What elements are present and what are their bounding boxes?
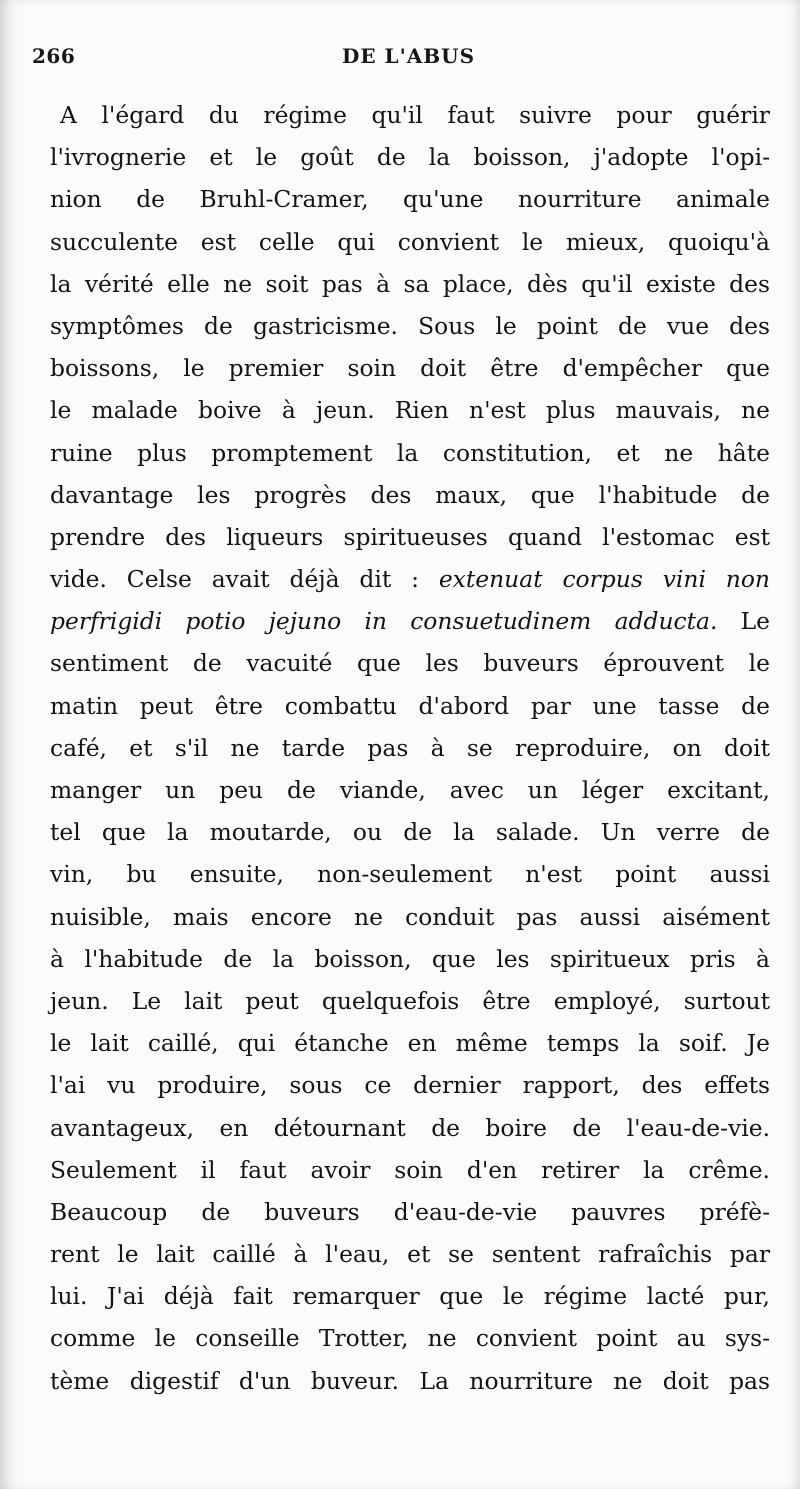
text-line: manger un peu de viande, avec un léger excitant, (50, 776, 770, 804)
text-line: la vérité elle ne soit pas à sa place, dès qu'il existe des (50, 269, 770, 298)
text-line: avantageux, en détournant de boire de l'eau-de-vie. (50, 1113, 770, 1142)
text-line: matin peut être combattu d'abord par une tasse de (50, 691, 770, 720)
text-line: café, et s'il ne tarde pas à se reproduire, on doit (50, 733, 770, 762)
page-number: 266 (32, 44, 76, 68)
running-title: DE L'ABUS (342, 44, 476, 68)
text-line: comme le conseille Trotter, ne convient point au sys- (50, 1324, 770, 1353)
text-line: tel que la moutarde, ou de la salade. Un verre de (50, 818, 770, 847)
text-line: lui. J'ai déjà fait remarquer que le régime lacté pur, (50, 1282, 770, 1311)
text-line: tème digestif d'un buveur. La nourriture ne doit pas (50, 1366, 770, 1395)
text-line: prendre des liqueurs spiritueuses quand l'estomac est (50, 522, 770, 551)
text-line: le malade boive à jeun. Rien n'est plus mauvais, ne (50, 396, 770, 425)
text-line: Beaucoup de buveurs d'eau-de-vie pauvres préfè- (50, 1197, 770, 1226)
page-header (32, 44, 772, 78)
text-line: vin, bu ensuite, non-seulement n'est point aussi (50, 860, 770, 889)
body-text (50, 94, 770, 1402)
text-roman: vide. Celse avait déjà dit : (50, 565, 419, 594)
text-line: davantage les progrès des maux, que l'habitude de (50, 480, 770, 509)
text-line: A l'égard du régime qu'il faut suivre pour guérir (60, 101, 770, 129)
text-line: symptômes de gastricisme. Sous le point de vue des (50, 311, 770, 340)
latin-quote: extenuat corpus vini non (438, 565, 770, 594)
text-line: boissons, le premier soin doit être d'empêcher que (50, 354, 770, 383)
text-line: nion de Bruhl-Cramer, qu'une nourriture animale (50, 185, 770, 214)
text-line: l'ivrognerie et le goût de la boisson, j'adopte l'opi- (50, 143, 770, 172)
text-line: nuisible, mais encore ne conduit pas aussi aisément (50, 902, 770, 931)
text-line: sentiment de vacuité que les buveurs éprouvent le (50, 649, 770, 678)
text-line: rent le lait caillé à l'eau, et se sentent rafraîchis par (50, 1240, 770, 1269)
text-line-mixed (50, 558, 770, 600)
text-line: Seulement il faut avoir soin d'en retirer la crême. (50, 1155, 770, 1184)
latin-quote: perfrigidi potio jejuno in consuetudinem adducta. (50, 607, 718, 636)
text-roman: Le (740, 607, 770, 636)
text-line: ruine plus promptement la constitution, et ne hâte (50, 438, 770, 467)
text-line: le lait caillé, qui étanche en même temps la soif. Je (50, 1029, 770, 1058)
text-line: à l'habitude de la boisson, que les spiritueux pris à (50, 944, 770, 973)
text-line: l'ai vu produire, sous ce dernier rapport, des effets (50, 1071, 770, 1100)
text-line-mixed (50, 600, 770, 642)
text-line: jeun. Le lait peut quelquefois être employé, surtout (50, 986, 770, 1015)
text-line: succulente est celle qui convient le mieux, quoiqu'à (50, 227, 770, 256)
